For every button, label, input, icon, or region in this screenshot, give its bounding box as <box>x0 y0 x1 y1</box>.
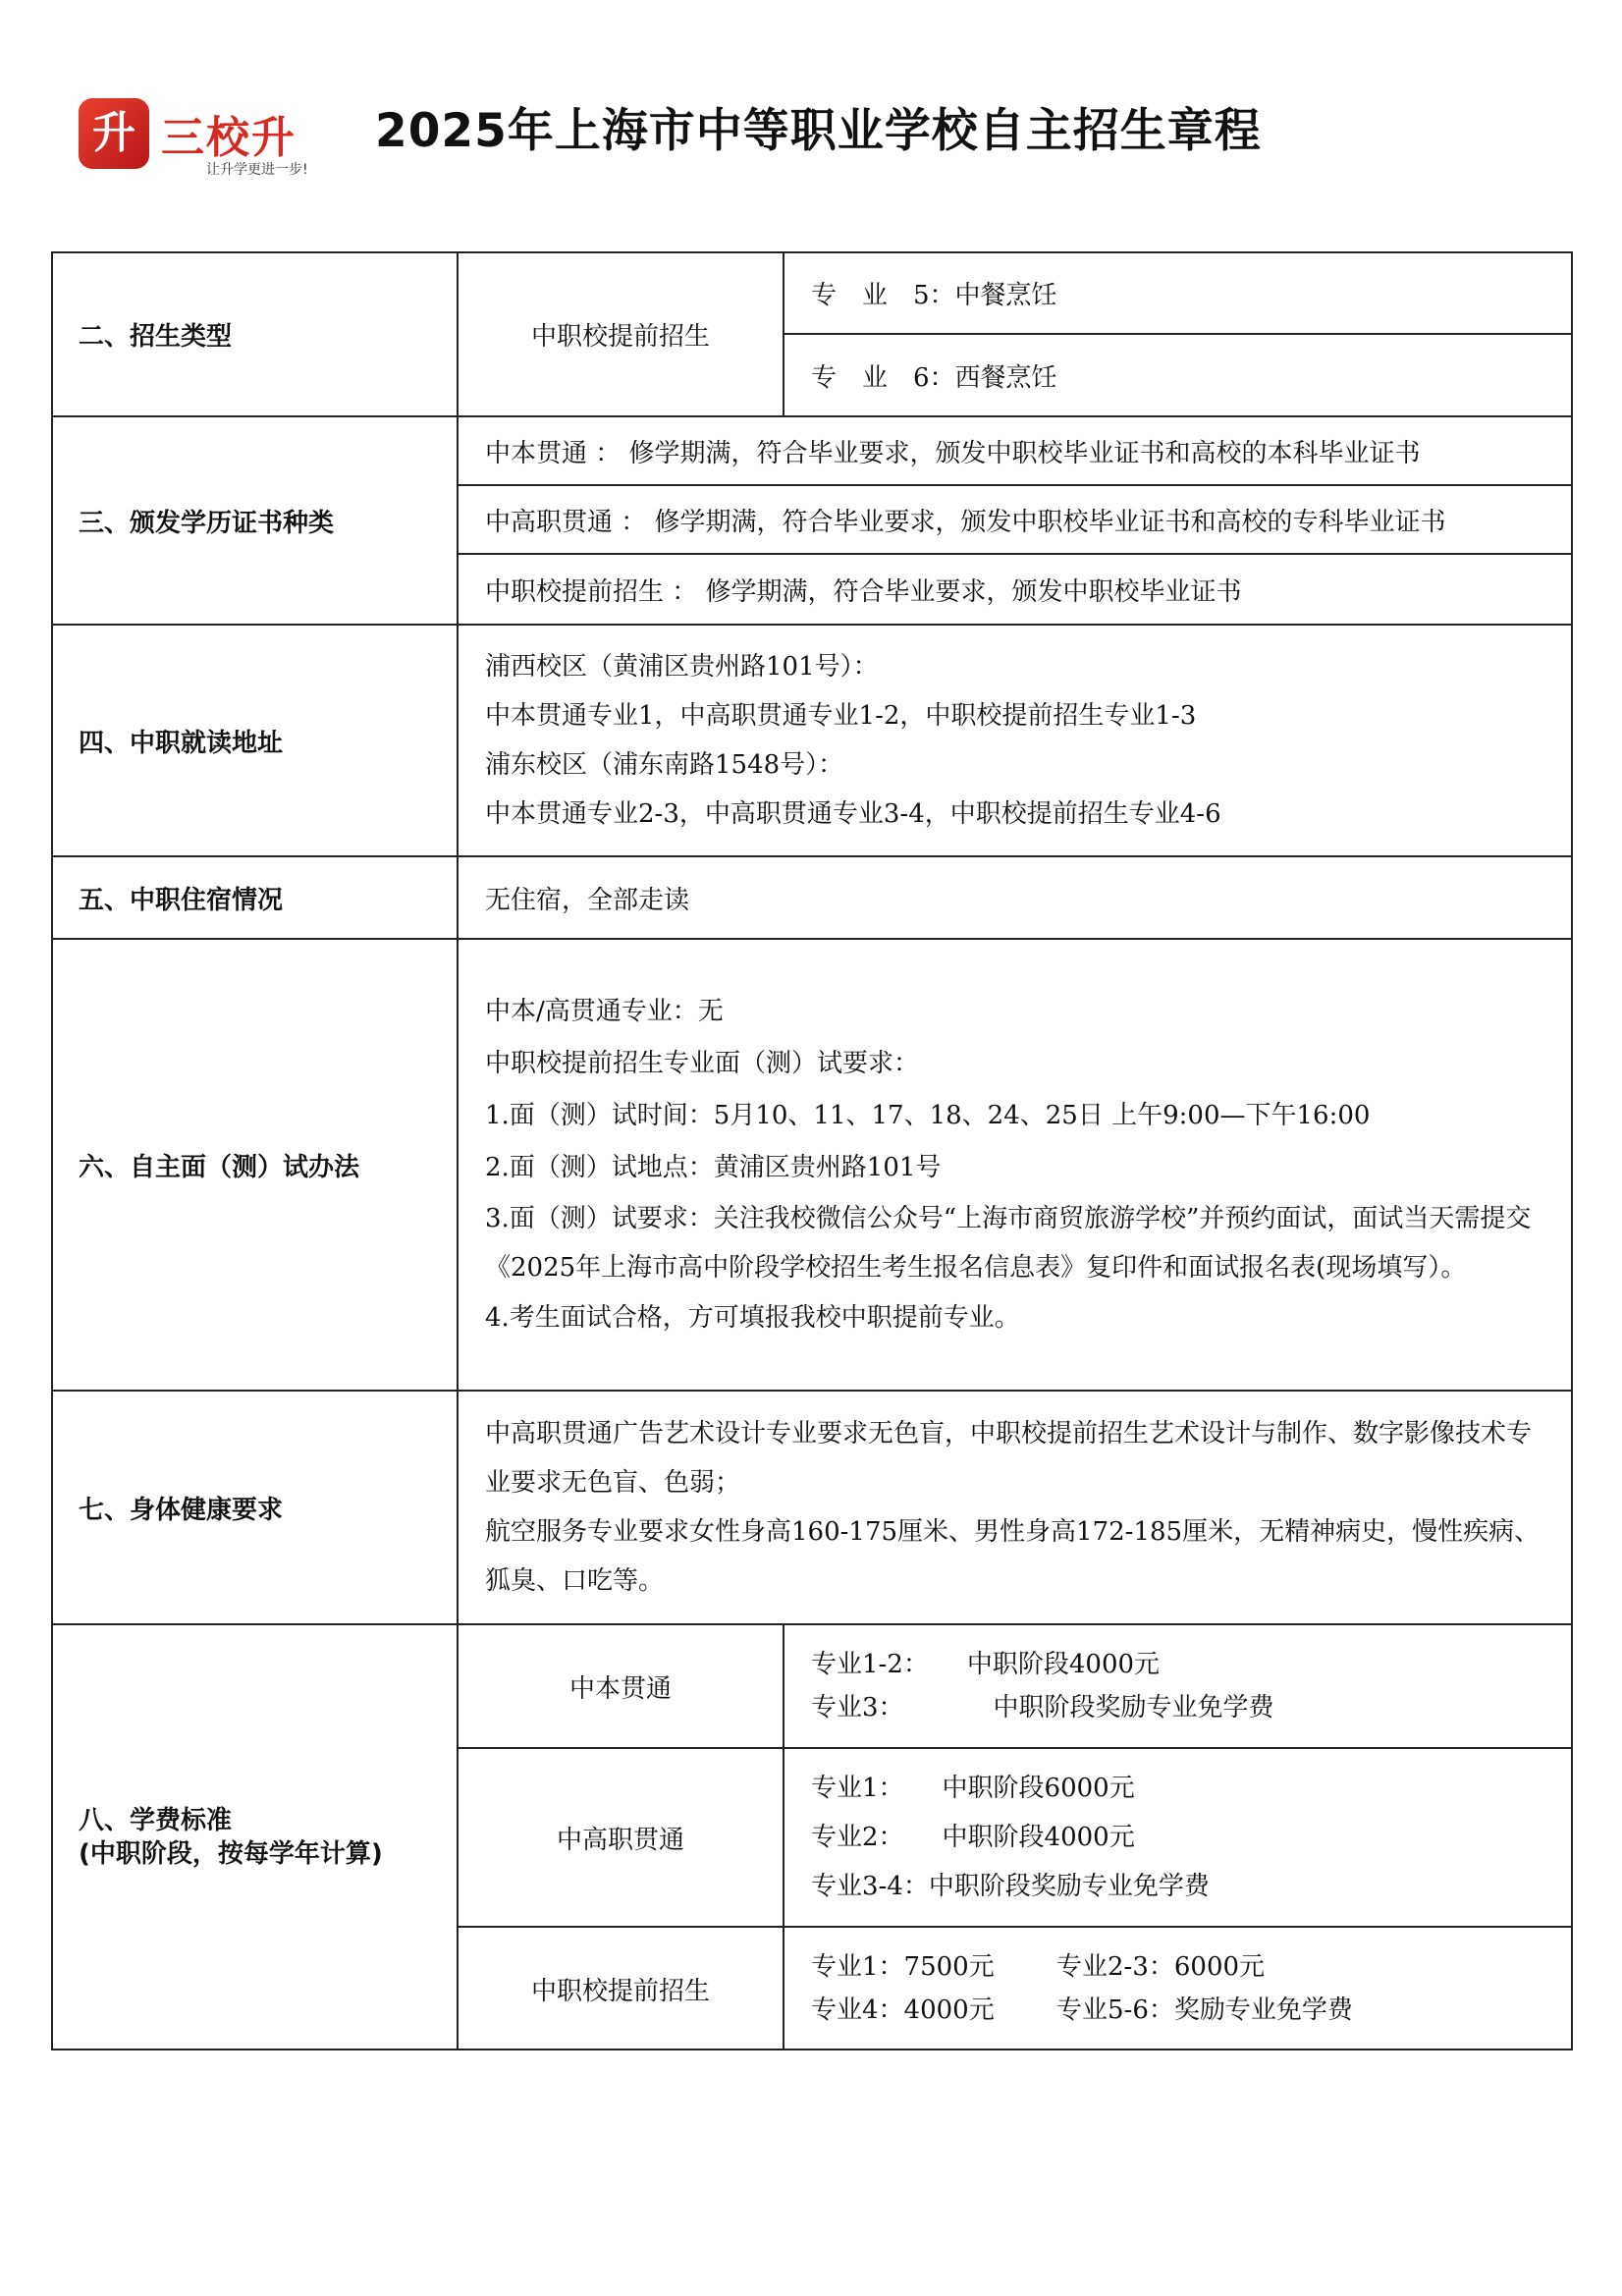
tuition-group-zhongben <box>784 1624 1573 1748</box>
tuition-item: 专业1：7500元 <box>811 1952 995 1982</box>
section-label-tuition <box>51 1624 458 2050</box>
section-label-interview: 六、自主面（测）试办法 <box>79 1152 360 1182</box>
address-line: 中本贯通专业1，中高职贯通专业1-2，中职校提前招生专业1-3 <box>485 701 1197 731</box>
tuition-group-zhonggao <box>784 1748 1573 1927</box>
tuition-label-line2: (中职阶段，按每学年计算) <box>79 1839 383 1869</box>
tuition-line: 专业3-4：中职阶段奖励专业免学费 <box>811 1872 1210 1901</box>
section-label-housing: 五、中职住宿情况 <box>79 885 284 915</box>
health-paragraph: 航空服务专业要求女性身高160-175厘米、男性身高172-185厘米，无精神病史，慢性疾病、狐臭、口吃等。 <box>485 1517 1541 1596</box>
address-content <box>458 625 1573 856</box>
tuition-item: 专业4：4000元 <box>811 1995 995 2025</box>
tuition-group-early <box>784 1927 1573 2050</box>
interview-content <box>458 939 1573 1391</box>
interview-line: 4.考生面试合格，方可填报我校中职提前专业。 <box>485 1302 1020 1333</box>
admission-table <box>51 251 1573 2050</box>
tuition-line <box>811 1989 1573 2032</box>
interview-line: 中本/高贯通专业：无 <box>485 996 724 1026</box>
brand-logo <box>79 98 324 187</box>
tuition-line: 专业1-2： 中职阶段4000元 <box>811 1650 1161 1679</box>
admission-type-value: 中职校提前招生 <box>530 321 710 352</box>
logo-slogan: 让升学更进一步! <box>206 162 308 178</box>
interview-line: 1.面（测）试时间：5月10、11、17、18、24、25日 上午9:00—下午16:00 <box>485 1100 1371 1130</box>
section-label-certificates: 三、颁发学历证书种类 <box>79 508 335 538</box>
address-line: 浦西校区（黄浦区贵州路101号）： <box>485 652 879 682</box>
certificate-row-zhongben: 中本贯通 ： 修学期满，符合毕业要求，颁发中职校毕业证书和高校的本科毕业证书 <box>485 438 1421 468</box>
address-line: 浦东校区（浦东南路1548号）： <box>485 750 844 780</box>
section-label-health: 七、身体健康要求 <box>79 1495 284 1525</box>
tuition-group-name: 中本贯通 <box>568 1673 672 1704</box>
interview-line: 中职校提前招生专业面（测）试要求： <box>485 1048 920 1078</box>
health-paragraph: 中高职贯通广告艺术设计专业要求无色盲，中职校提前招生艺术设计与制作、数字影像技术专业要求无色盲、色弱； <box>485 1419 1533 1498</box>
tuition-line: 专业3： 中职阶段奖励专业免学费 <box>811 1693 1274 1722</box>
logo-mark-icon: 升 <box>79 98 149 169</box>
tuition-line <box>811 1945 1573 1989</box>
interview-requirement-paragraph: 3.面（测）试要求：关注我校微信公众号“上海市商贸旅游学校”并预约面试，面试当天需提交《2025年上海市高中阶段学校招生考生报名信息表》复印件和面试报名表(现场填写）。 <box>485 1203 1532 1283</box>
tuition-group-name: 中职校提前招生 <box>530 1976 710 2006</box>
certificate-row-early: 中职校提前招生 ： 修学期满，符合毕业要求，颁发中职校毕业证书 <box>485 576 1242 607</box>
tuition-label-line1: 八、学费标准 <box>79 1806 233 1835</box>
section-label-admission-type: 二、招生类型 <box>79 321 233 352</box>
major-5: 专 业 5：中餐烹饪 <box>811 280 1057 310</box>
tuition-item: 专业2-3：6000元 <box>1056 1952 1266 1982</box>
housing-value: 无住宿，全部走读 <box>485 885 690 915</box>
certificate-row-zhonggao: 中高职贯通 ： 修学期满，符合毕业要求，颁发中职校毕业证书和高校的专科毕业证书 <box>485 507 1446 537</box>
section-label-address: 四、中职就读地址 <box>79 728 284 758</box>
page-title: 2025年上海市中等职业学校自主招生章程 <box>375 104 1262 158</box>
tuition-item: 专业5-6：奖励专业免学费 <box>1056 1995 1353 2025</box>
major-6: 专 业 6：西餐烹饪 <box>811 362 1057 393</box>
tuition-group-name: 中高职贯通 <box>556 1825 684 1855</box>
tuition-line: 专业2： 中职阶段4000元 <box>811 1823 1135 1852</box>
tuition-line: 专业1： 中职阶段6000元 <box>811 1774 1135 1803</box>
health-content <box>458 1391 1573 1624</box>
address-line: 中本贯通专业2-3，中高职贯通专业3-4，中职校提前招生专业4-6 <box>485 799 1221 829</box>
interview-line: 2.面（测）试地点：黄浦区贵州路101号 <box>485 1152 942 1182</box>
page-header <box>0 0 1622 196</box>
logo-text: 三校升 <box>161 113 297 163</box>
